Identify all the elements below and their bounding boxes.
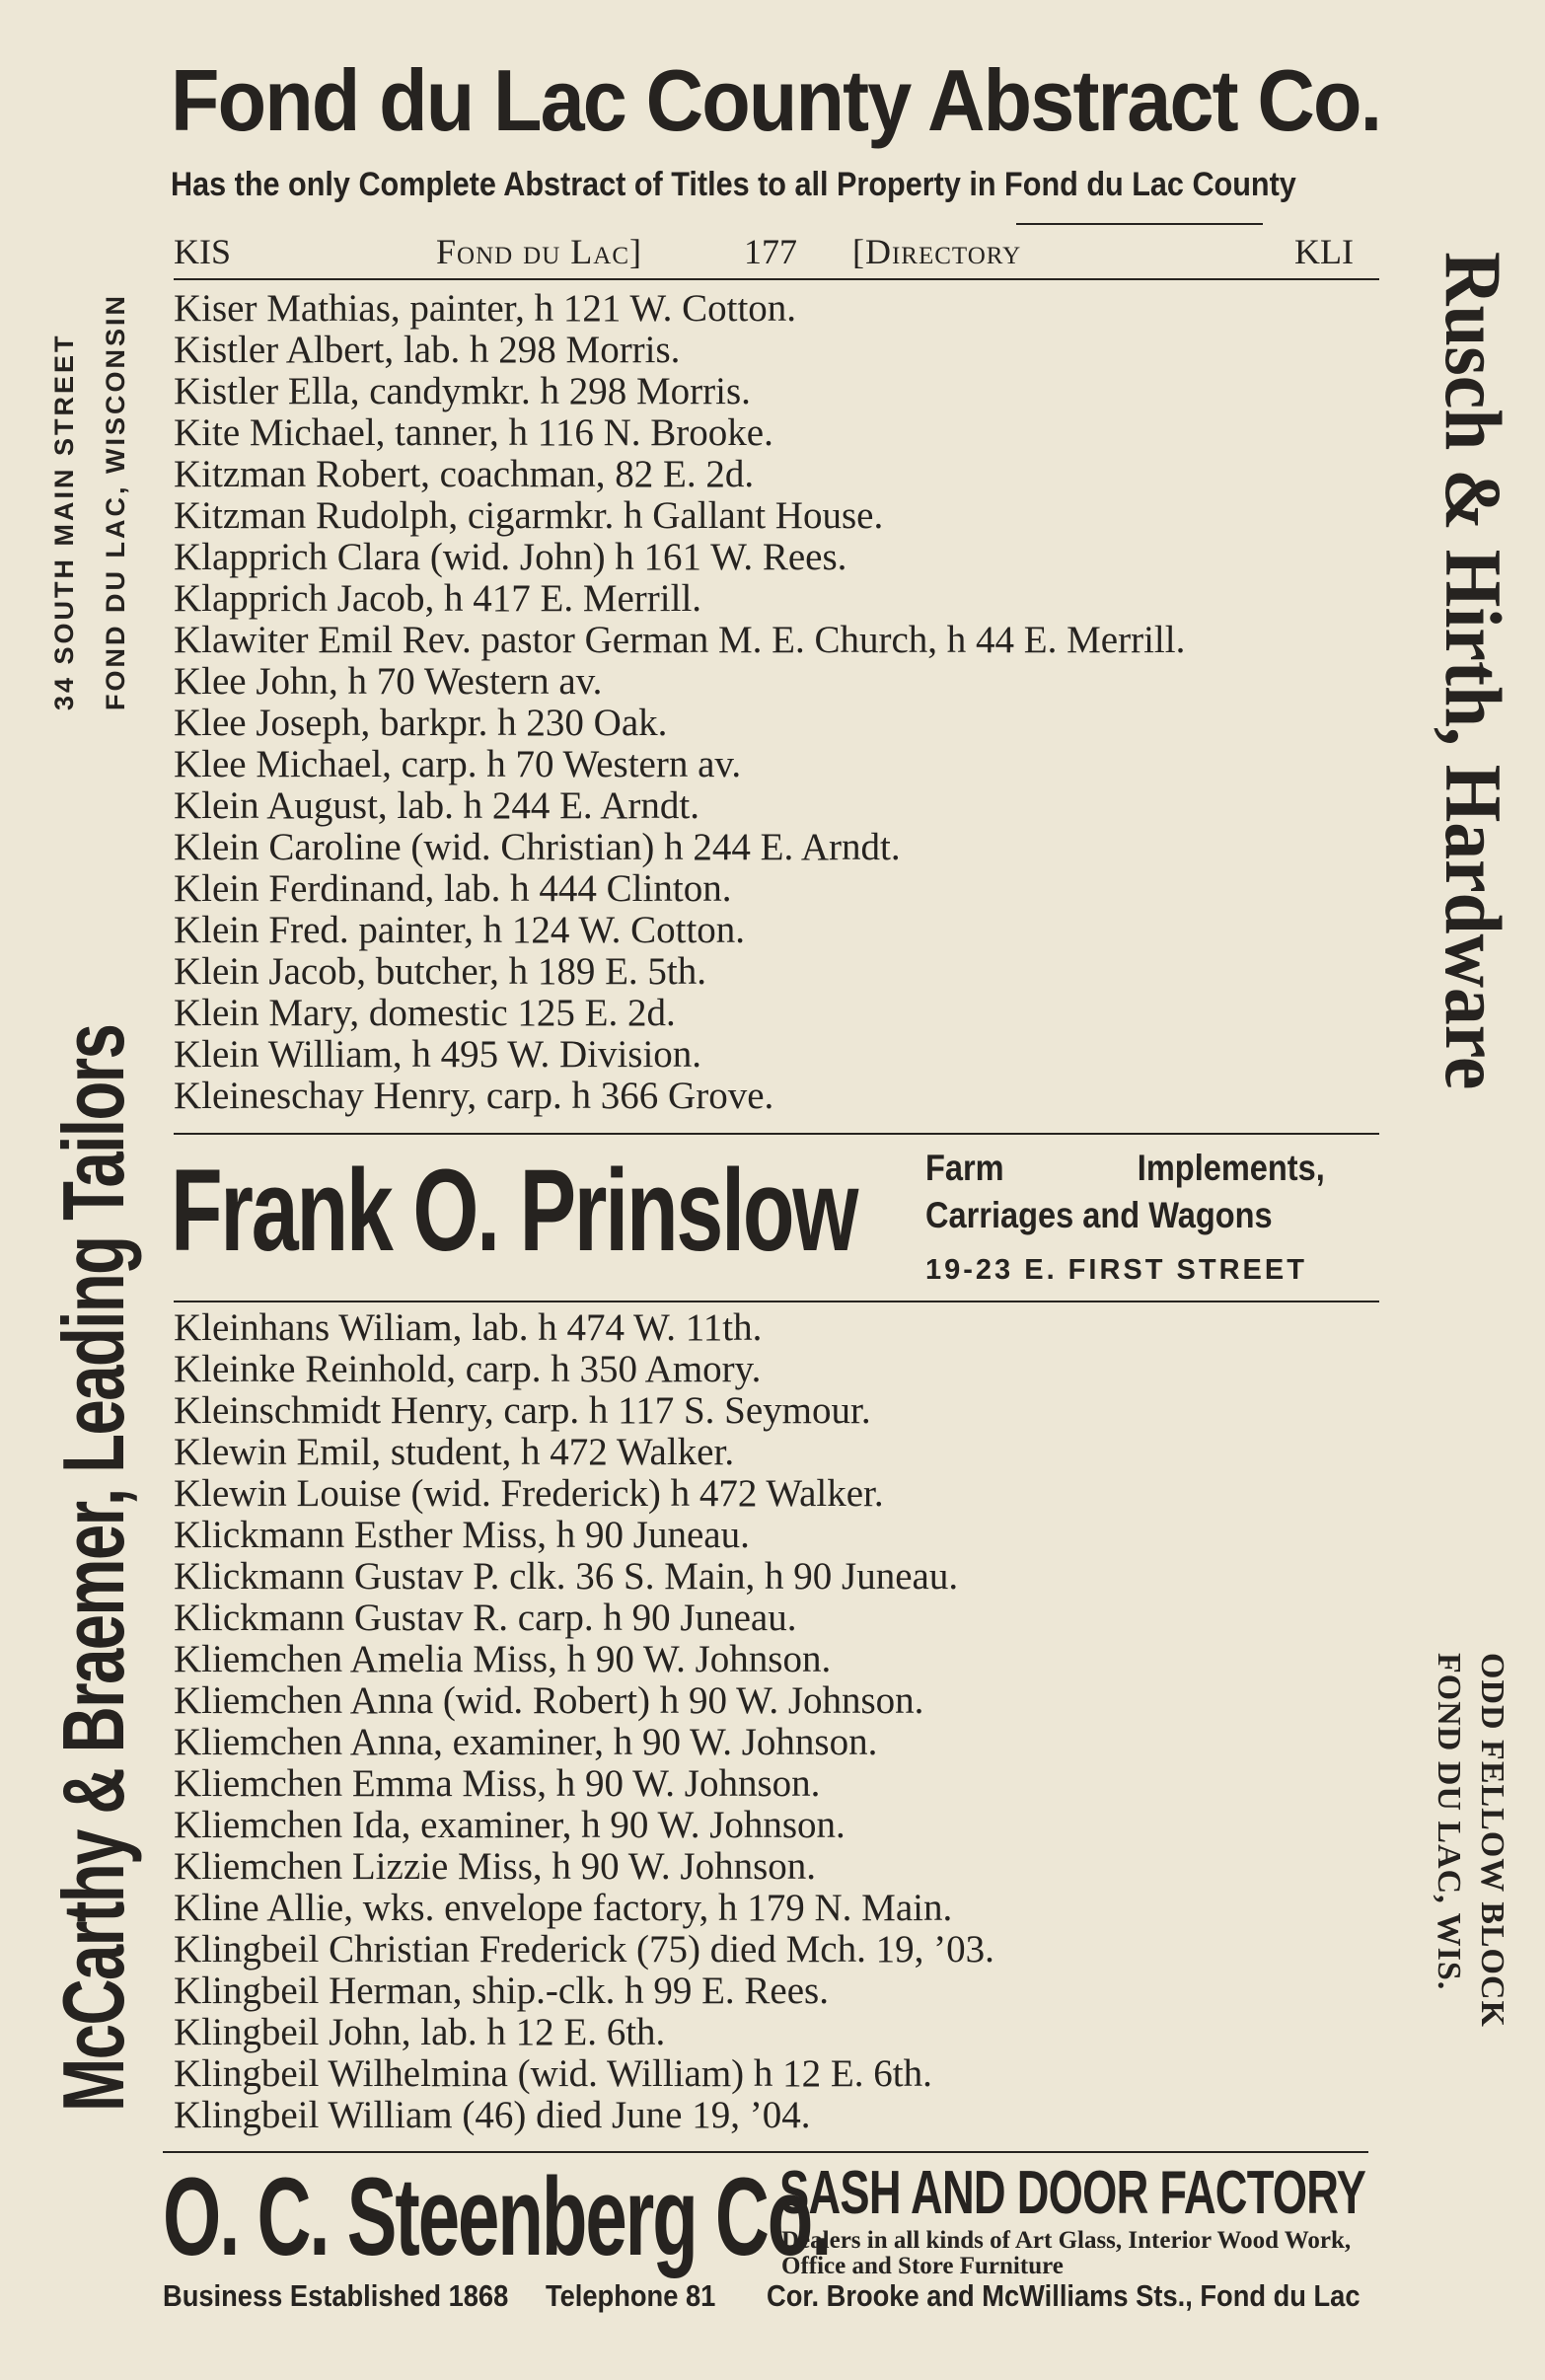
directory-entry: Klingbeil William (46) died June 19, ’04. xyxy=(174,2094,811,2136)
directory-entry: Klein Caroline (wid. Christian) h 244 E. Arndt. xyxy=(174,826,901,868)
bottom-ad-name: O. C. Steenberg Co. xyxy=(163,2155,831,2278)
directory-entry: Klein William, h 495 W. Division. xyxy=(174,1033,702,1076)
bottom-ad-established: Business Established 1868 xyxy=(163,2278,509,2313)
directory-entry: Kline Allie, wks. envelope factory, h 179 N. Main. xyxy=(174,1887,953,1929)
running-head-right: KLI xyxy=(1294,232,1354,271)
mid-ad-description: Farm Implements, Carriages and Wagons xyxy=(925,1148,1325,1235)
mid-ad-address: 19-23 E. FIRST STREET xyxy=(925,1254,1307,1286)
directory-entry: Kliemchen Amelia Miss, h 90 W. Johnson. xyxy=(174,1638,832,1680)
directory-entry: Klein Ferdinand, lab. h 444 Clinton. xyxy=(174,867,732,910)
bottom-ad-address: Cor. Brooke and McWilliams Sts., Fond du Lac xyxy=(767,2278,1361,2313)
directory-entry: Klickmann Esther Miss, h 90 Juneau. xyxy=(174,1514,750,1556)
directory-entry: Klingbeil Christian Frederick (75) died Mch. 19, ’03. xyxy=(174,1928,994,1971)
mid-ad-name: Frank O. Prinslow xyxy=(171,1146,857,1276)
top-ad-tagline: Has the only Complete Abstract of Titles to all Property in Fond du Lac County xyxy=(171,166,1296,203)
right-ad-address xyxy=(1427,1653,1513,2028)
directory-entry: Klawiter Emil Rev. pastor German M. E. Church, h 44 E. Merrill. xyxy=(174,619,1186,661)
directory-entry: Kiser Mathias, painter, h 121 W. Cotton. xyxy=(174,287,797,330)
directory-entry: Klickmann Gustav R. carp. h 90 Juneau. xyxy=(174,1597,797,1639)
mid-ad-top-rule xyxy=(174,1133,1379,1135)
directory-entry: Kistler Albert, lab. h 298 Morris. xyxy=(174,329,681,371)
left-ad-name: McCarthy & Braemer, Leading Tailors xyxy=(44,1024,142,2112)
directory-entry: Klein August, lab. h 244 E. Arndt. xyxy=(174,784,699,827)
right-ad-street: ODD FELLOW BLOCK xyxy=(1474,1653,1510,2028)
directory-entry: Klee Michael, carp. h 70 Western av. xyxy=(174,743,742,785)
directory-entries-bottom xyxy=(174,1307,994,2136)
left-ad-address xyxy=(38,217,141,710)
left-ad-city: FOND DU LAC, WISCONSIN xyxy=(101,293,130,710)
directory-entry: Kite Michael, tanner, h 116 N. Brooke. xyxy=(174,411,773,454)
left-side-ad xyxy=(35,237,153,2112)
running-head-section: [Directory xyxy=(852,232,1022,271)
directory-entry: Klapprich Clara (wid. John) h 161 W. Rees. xyxy=(174,536,847,578)
right-ad-city: FOND DU LAC, WIS. xyxy=(1431,1653,1467,1991)
running-head xyxy=(174,229,1377,274)
running-head-rule xyxy=(174,278,1379,280)
right-side-ad xyxy=(1389,252,1527,2146)
directory-entry: Klingbeil Herman, ship.-clk. h 99 E. Rees. xyxy=(174,1970,829,2012)
top-ad-title: Fond du Lac County Abstract Co. xyxy=(171,51,1381,149)
bottom-ad-footer xyxy=(163,2276,1386,2316)
directory-entry: Kleinhans Wiliam, lab. h 474 W. 11th. xyxy=(174,1306,763,1349)
bottom-ad-headline: SASH AND DOOR FACTORY xyxy=(779,2159,1366,2227)
right-ad-name: Rusch & Hirth, Hardware xyxy=(1429,252,1518,1090)
directory-entry: Klewin Emil, student, h 472 Walker. xyxy=(174,1431,735,1473)
directory-entry: Klingbeil Wilhelmina (wid. William) h 12 E. 6th. xyxy=(174,2052,932,2095)
directory-entry: Kliemchen Anna (wid. Robert) h 90 W. Johnson. xyxy=(174,1679,924,1722)
directory-entries-top xyxy=(174,288,1185,1117)
directory-entry: Klickmann Gustav P. clk. 36 S. Main, h 90 Juneau. xyxy=(174,1555,959,1598)
directory-entry: Klein Fred. painter, h 124 W. Cotton. xyxy=(174,909,746,951)
directory-entry: Klee John, h 70 Western av. xyxy=(174,660,603,703)
directory-entry: Kliemchen Ida, examiner, h 90 W. Johnson. xyxy=(174,1804,846,1846)
running-head-city: Fond du Lac] xyxy=(436,232,642,271)
directory-entry: Kitzman Rudolph, cigarmkr. h Gallant House. xyxy=(174,494,884,537)
directory-entry: Kleinschmidt Henry, carp. h 117 S. Seymour. xyxy=(174,1389,871,1432)
directory-entry: Klee Joseph, barkpr. h 230 Oak. xyxy=(174,702,668,744)
directory-entry: Kliemchen Lizzie Miss, h 90 W. Johnson. xyxy=(174,1845,817,1888)
running-head-left: KIS xyxy=(174,232,232,271)
directory-entry: Kleinke Reinhold, carp. h 350 Amory. xyxy=(174,1348,762,1390)
page-number: 177 xyxy=(744,232,797,271)
directory-entry: Kistler Ella, candymkr. h 298 Morris. xyxy=(174,370,751,412)
directory-entry: Kliemchen Anna, examiner, h 90 W. Johnson. xyxy=(174,1721,878,1763)
directory-entry: Klewin Louise (wid. Frederick) h 472 Walker. xyxy=(174,1472,884,1515)
directory-entry: Klein Jacob, butcher, h 189 E. 5th. xyxy=(174,950,706,993)
directory-entry: Klapprich Jacob, h 417 E. Merrill. xyxy=(174,577,702,620)
mid-ad-bottom-rule xyxy=(174,1301,1379,1302)
bottom-ad-description: Dealers in all kinds of Art Glass, Interior Wood Work, Office and Store Furniture xyxy=(781,2227,1352,2279)
directory-entry: Klingbeil John, lab. h 12 E. 6th. xyxy=(174,2011,666,2053)
left-ad-street: 34 SOUTH MAIN STREET xyxy=(49,333,79,710)
directory-entry: Kliemchen Emma Miss, h 90 W. Johnson. xyxy=(174,1762,821,1805)
top-ad-rule xyxy=(1016,223,1263,225)
directory-entry: Kleineschay Henry, carp. h 366 Grove. xyxy=(174,1075,774,1117)
bottom-ad-telephone: Telephone 81 xyxy=(546,2278,716,2313)
directory-entry: Klein Mary, domestic 125 E. 2d. xyxy=(174,992,676,1034)
directory-entry: Kitzman Robert, coachman, 82 E. 2d. xyxy=(174,453,755,495)
